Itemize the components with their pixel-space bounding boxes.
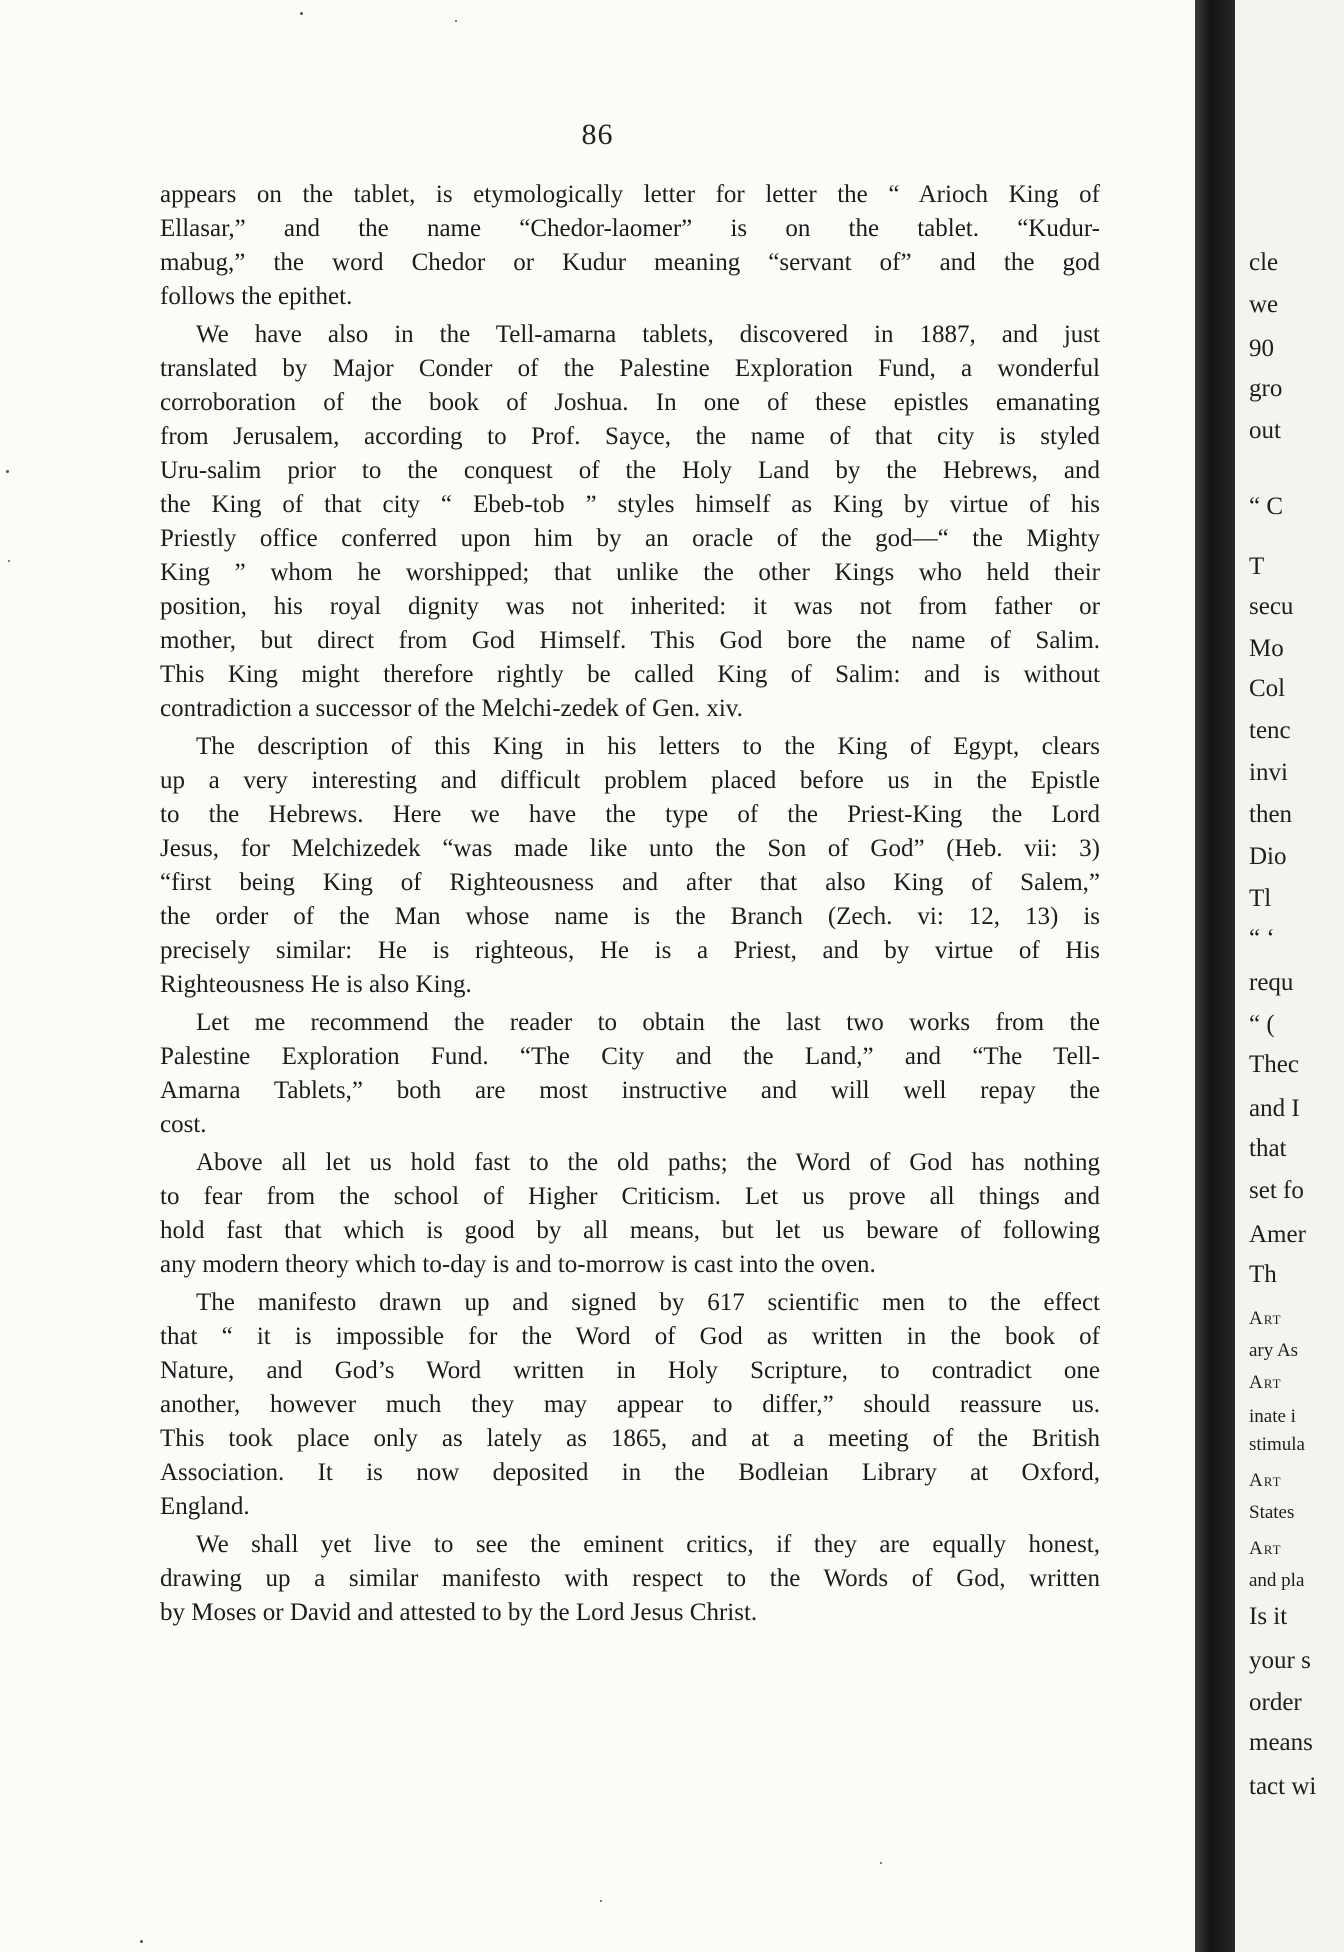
facing-page-fragment: 90	[1249, 335, 1274, 362]
text-line: corroboration of the book of Joshua. In one of these epistles emanating	[160, 389, 1100, 416]
text-line: Jesus, for Melchizedek “was made like unto the Son of God” (Heb. vii: 3)	[160, 835, 1100, 862]
facing-page-fragment: secu	[1249, 593, 1294, 620]
facing-page-fragment: Thec	[1249, 1051, 1299, 1078]
text-line: This King might therefore rightly be called King of Salim: and is without	[160, 661, 1100, 688]
facing-page-fragment: tact wi	[1249, 1773, 1317, 1800]
facing-page-fragment: Art	[1249, 1538, 1282, 1559]
facing-page-fragment: T	[1249, 553, 1265, 580]
text-line: King ” whom he worshipped; that unlike the other Kings who held their	[160, 559, 1100, 586]
facing-page-fragment: that	[1249, 1135, 1287, 1162]
text-line: the King of that city “ Ebeb-tob ” styles himself as King by virtue of his	[160, 491, 1100, 518]
facing-page-fragment: Tl	[1249, 885, 1272, 912]
paragraph	[160, 730, 1100, 1002]
text-line: hold fast that which is good by all means, but let us beware of following	[160, 1217, 1100, 1244]
text-line: to fear from the school of Higher Criticism. Let us prove all things and	[160, 1183, 1100, 1210]
scan-speck	[600, 1900, 602, 1902]
text-line: cost.	[160, 1111, 207, 1138]
page-number: 86	[581, 118, 614, 151]
facing-page-fragment: States	[1249, 1502, 1295, 1523]
text-line: This took place only as lately as 1865, and at a meeting of the British	[160, 1425, 1100, 1452]
facing-page-fragment: “ C	[1249, 493, 1284, 520]
text-line: mother, but direct from God Himself. This God bore the name of Salim.	[160, 627, 1100, 654]
scan-speck	[6, 470, 9, 473]
scan-speck	[455, 20, 457, 22]
facing-page-fragment: and I	[1249, 1095, 1300, 1122]
text-line: mabug,” the word Chedor or Kudur meaning “servant of” and the god	[160, 249, 1100, 276]
facing-page-fragment: ary As	[1249, 1340, 1299, 1361]
text-line: Uru-salim prior to the conquest of the Holy Land by the Hebrews, and	[160, 457, 1100, 484]
facing-page-fragment: order	[1249, 1689, 1302, 1716]
facing-page-fragment: gro	[1249, 375, 1283, 402]
text-line: “first being King of Righteousness and after that also King of Salem,”	[160, 869, 1100, 896]
text-line: appears on the tablet, is etymologically letter for letter the “ Arioch King of	[160, 181, 1100, 208]
facing-page-fragment: Mo	[1249, 635, 1284, 662]
text-line: drawing up a similar manifesto with respect to the Words of God, written	[160, 1565, 1100, 1592]
text-line: Ellasar,” and the name “Chedor-laomer” is on the tablet. “Kudur-	[160, 215, 1100, 242]
text-line: contradiction a successor of the Melchi-zedek of Gen. xiv.	[160, 695, 743, 722]
text-line: England.	[160, 1493, 250, 1520]
facing-page-fragment: set fo	[1249, 1177, 1304, 1204]
book-gutter	[1195, 0, 1235, 1952]
facing-page-fragment: Amer	[1249, 1221, 1306, 1248]
text-line: to the Hebrews. Here we have the type of the Priest-King the Lord	[160, 801, 1100, 828]
paragraph	[160, 1146, 1100, 1282]
text-line: from Jerusalem, according to Prof. Sayce, the name of that city is styled	[160, 423, 1100, 450]
scan-speck	[140, 1940, 143, 1943]
scan-speck	[880, 1862, 882, 1864]
facing-page-fragment: means	[1249, 1729, 1313, 1756]
facing-page-fragment: we	[1249, 291, 1279, 318]
facing-page-fragment: cle	[1249, 249, 1279, 276]
facing-page-fragment: “ ‘	[1249, 925, 1275, 952]
text-line: another, however much they may appear to differ,” should reassure us.	[160, 1391, 1100, 1418]
text-line: Let me recommend the reader to obtain the last two works from the	[196, 1009, 1100, 1036]
text-line: position, his royal dignity was not inherited: it was not from father or	[160, 593, 1100, 620]
facing-page-fragment: then	[1249, 801, 1293, 828]
text-line: up a very interesting and difficult problem placed before us in the Epistle	[160, 767, 1100, 794]
text-line: The manifesto drawn up and signed by 617 scientific men to the effect	[196, 1289, 1100, 1316]
text-line: We have also in the Tell-amarna tablets, discovered in 1887, and just	[196, 321, 1100, 348]
facing-page-fragment: Th	[1249, 1261, 1277, 1288]
body-text	[160, 178, 1100, 1630]
facing-page-fragment: requ	[1249, 969, 1294, 996]
scan-speck	[300, 12, 303, 15]
facing-page-fragment: Art	[1249, 1470, 1282, 1491]
text-line: follows the epithet.	[160, 283, 353, 310]
facing-page-fragment: tenc	[1249, 717, 1291, 744]
text-line: The description of this King in his letters to the King of Egypt, clears	[196, 733, 1100, 760]
text-line: by Moses or David and attested to by the Lord Jesus Christ.	[160, 1599, 758, 1626]
facing-page-fragment: Is it	[1249, 1603, 1288, 1630]
text-line: that “ it is impossible for the Word of God as written in the book of	[160, 1323, 1100, 1350]
facing-page-fragment: out	[1249, 417, 1281, 444]
facing-page-fragment: Dio	[1249, 843, 1287, 870]
facing-page-fragment: “ (	[1249, 1011, 1275, 1038]
text-line: Amarna Tablets,” both are most instructive and will well repay the	[160, 1077, 1100, 1104]
facing-page-fragment: Art	[1249, 1372, 1282, 1393]
facing-page-fragment: Col	[1249, 675, 1286, 702]
scan-speck	[8, 560, 10, 562]
text-line: Association. It is now deposited in the Bodleian Library at Oxford,	[160, 1459, 1100, 1486]
text-line: Righteousness He is also King.	[160, 971, 472, 998]
text-line: Nature, and God’s Word written in Holy Scripture, to contradict one	[160, 1357, 1100, 1384]
text-line: We shall yet live to see the eminent critics, if they are equally honest,	[196, 1531, 1100, 1558]
facing-page-fragment: invi	[1249, 759, 1288, 786]
facing-page-fragment: stimula	[1249, 1434, 1305, 1455]
facing-page-fragment: Art	[1249, 1308, 1282, 1329]
text-line: Palestine Exploration Fund. “The City and the Land,” and “The Tell-	[160, 1043, 1100, 1070]
text-line: translated by Major Conder of the Palestine Exploration Fund, a wonderful	[160, 355, 1100, 382]
paragraph	[160, 178, 1100, 314]
text-line: Priestly office conferred upon him by an oracle of the god—“ the Mighty	[160, 525, 1100, 552]
facing-page-fragment: inate i	[1249, 1406, 1296, 1427]
paragraph	[160, 318, 1100, 726]
text-line: any modern theory which to-day is and to-morrow is cast into the oven.	[160, 1251, 876, 1278]
text-line: Above all let us hold fast to the old paths; the Word of God has nothing	[196, 1149, 1100, 1176]
facing-page-fragment: and pla	[1249, 1570, 1305, 1591]
text-line: precisely similar: He is righteous, He is a Priest, and by virtue of His	[160, 937, 1100, 964]
paragraph	[160, 1006, 1100, 1142]
text-line: the order of the Man whose name is the Branch (Zech. vi: 12, 13) is	[160, 903, 1100, 930]
paragraph	[160, 1286, 1100, 1524]
facing-page-fragment: your s	[1249, 1647, 1311, 1674]
facing-page-edge	[1235, 0, 1344, 1952]
paragraph	[160, 1528, 1100, 1630]
